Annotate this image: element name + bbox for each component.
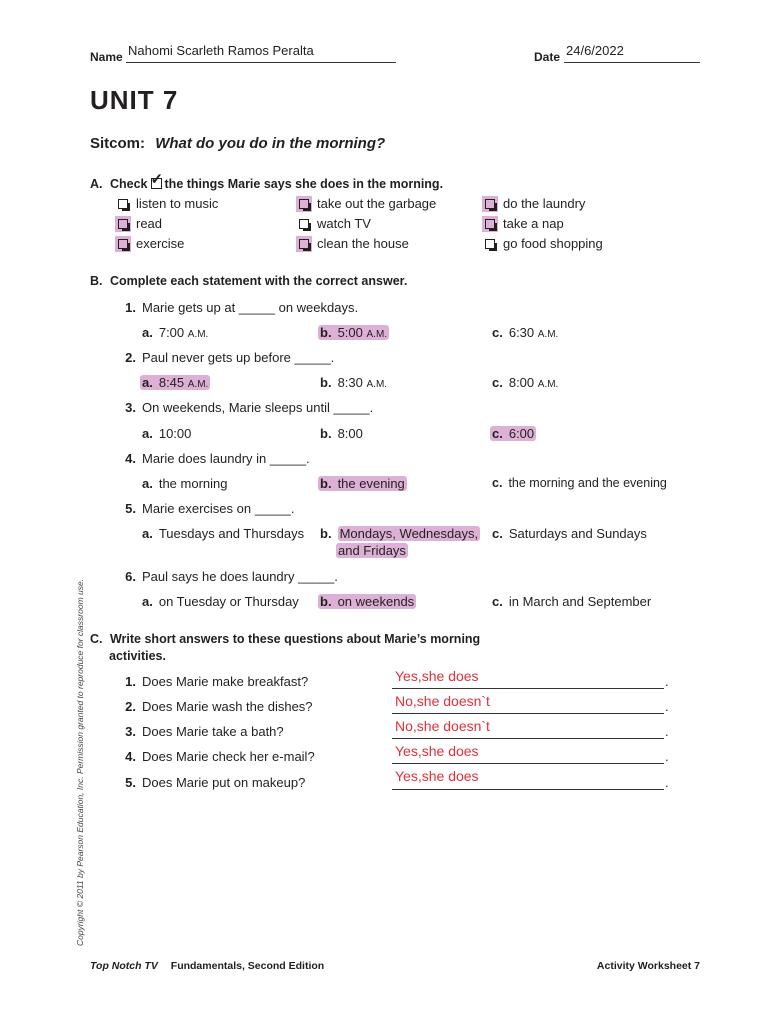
checkbox-item[interactable] — [485, 236, 603, 251]
short-question-1: 1. Does Marie make breakfast? — [125, 674, 309, 689]
footer-series: Top Notch TV — [90, 960, 158, 972]
checkbox-item[interactable] — [299, 236, 409, 251]
answer-1[interactable]: Yes,she does — [395, 668, 479, 684]
short-question-2: 2. Does Marie wash the dishes? — [125, 699, 313, 714]
checkbox-label: watch TV — [317, 216, 371, 231]
name-field[interactable]: Nahomi Scarleth Ramos Peralta — [128, 43, 314, 58]
section-c-instruction-cont: activities. — [109, 649, 166, 663]
unit-title: UNIT 7 — [90, 85, 179, 115]
option-6c[interactable]: c. in March and September — [492, 594, 652, 609]
date-field[interactable]: 24/6/2022 — [566, 43, 624, 58]
answer-2[interactable]: No,she doesn`t — [395, 693, 490, 709]
period: . — [665, 699, 669, 714]
checkbox-icon[interactable] — [485, 239, 495, 249]
section-a-instruction — [90, 177, 443, 191]
question-4: 4. Marie does laundry in _____. — [125, 451, 310, 466]
option-2b[interactable]: b. 8:30 A.M. — [320, 375, 388, 390]
option-5b-continued[interactable]: and Fridays — [338, 543, 406, 558]
option-5a[interactable]: a. Tuesdays and Thursdays — [142, 526, 305, 541]
answer-5[interactable]: Yes,she does — [395, 768, 479, 784]
checkbox-label: take a nap — [503, 216, 564, 231]
checkbox-item[interactable] — [118, 216, 162, 231]
checkbox-label: listen to music — [136, 196, 219, 211]
sitcom-question: What do you do in the morning? — [155, 135, 386, 152]
option-1a[interactable]: a. 7:00 A.M. — [142, 325, 209, 340]
section-a-instruction-text: the things Marie says she does in the morning. — [164, 177, 444, 191]
answer-4[interactable]: Yes,she does — [395, 743, 479, 759]
checkmark-icon — [151, 178, 162, 189]
checkbox-checked-icon[interactable] — [118, 239, 128, 249]
option-6a[interactable]: a. on Tuesday or Thursday — [142, 594, 299, 609]
period: . — [665, 749, 669, 764]
checkbox-item[interactable] — [299, 196, 436, 211]
option-3c-selected[interactable]: c. 6:00 — [492, 426, 535, 441]
question-5: 5. Marie exercises on _____. — [125, 501, 295, 516]
footer-worksheet: Activity Worksheet 7 — [596, 960, 700, 972]
period: . — [665, 775, 669, 790]
footer-edition: Fundamentals, Second Edition — [170, 960, 325, 972]
question-1: 1. Marie gets up at _____ on weekdays. — [125, 300, 359, 315]
question-3: 3. On weekends, Marie sleeps until _____. — [125, 400, 374, 415]
checkbox-label: take out the garbage — [317, 196, 437, 211]
option-4c[interactable]: c. the morning and the evening — [492, 476, 667, 490]
checkbox-checked-icon[interactable] — [485, 219, 495, 229]
checkbox-checked-icon[interactable] — [118, 219, 128, 229]
footer-left — [90, 960, 324, 972]
option-1b-selected[interactable]: b. 5:00 A.M. — [320, 325, 388, 340]
section-b-letter: B. — [90, 274, 103, 288]
short-question-3: 3. Does Marie take a bath? — [125, 724, 284, 739]
option-5b-selected[interactable]: b. Mondays, Wednesdays, — [320, 526, 479, 541]
checkbox-item[interactable] — [118, 236, 184, 251]
section-c-instruction-text: Write short answers to these questions about Marie’s morning — [109, 632, 481, 646]
checkbox-label: go food shopping — [503, 236, 603, 251]
checkbox-checked-icon[interactable] — [299, 239, 309, 249]
checkbox-icon[interactable] — [118, 199, 128, 209]
checkbox-label: clean the house — [317, 236, 409, 251]
option-2c[interactable]: c. 8:00 A.M. — [492, 375, 559, 390]
option-3b[interactable]: b. 8:00 — [320, 426, 363, 441]
sitcom-heading — [90, 135, 385, 152]
name-label: Name — [90, 50, 123, 64]
checkbox-label: exercise — [136, 236, 185, 251]
period: . — [665, 724, 669, 739]
section-c-letter: C. — [90, 632, 103, 646]
option-1c[interactable]: c. 6:30 A.M. — [492, 325, 559, 340]
short-question-5: 5. Does Marie put on makeup? — [125, 775, 306, 790]
option-3a[interactable]: a. 10:00 — [142, 426, 192, 441]
option-6b-selected[interactable]: b. on weekends — [320, 594, 415, 609]
answer-3[interactable]: No,she doesn`t — [395, 718, 490, 734]
option-2a-selected[interactable]: a. 8:45 A.M. — [142, 375, 209, 390]
copyright-notice: Copyright © 2011 by Pearson Education, Inc. Permission granted to reproduce for classroom use. — [75, 578, 85, 946]
checkbox-label: do the laundry — [503, 196, 586, 211]
section-b-instruction-text: Complete each statement with the correct answer. — [109, 274, 408, 288]
short-question-4: 4. Does Marie check her e-mail? — [125, 749, 315, 764]
checkbox-icon[interactable] — [299, 219, 309, 229]
question-2: 2. Paul never gets up before _____. — [125, 350, 335, 365]
checkbox-item[interactable] — [299, 216, 371, 231]
section-b-instruction — [90, 274, 407, 288]
checkbox-item[interactable] — [118, 196, 218, 211]
option-5c[interactable]: c. Saturdays and Sundays — [492, 526, 647, 541]
section-a-check-word: Check — [109, 177, 148, 191]
section-c-instruction — [90, 632, 480, 646]
period: . — [665, 674, 669, 689]
checkbox-checked-icon[interactable] — [299, 199, 309, 209]
date-label: Date — [534, 50, 561, 64]
sitcom-label: Sitcom: — [90, 135, 146, 152]
checkbox-item[interactable] — [485, 196, 585, 211]
option-4a[interactable]: a. the morning — [142, 476, 228, 491]
option-4b-selected[interactable]: b. the evening — [320, 476, 405, 491]
checkbox-item[interactable] — [485, 216, 564, 231]
checkbox-checked-icon[interactable] — [485, 199, 495, 209]
checkbox-label: read — [136, 216, 163, 231]
question-6: 6. Paul says he does laundry _____. — [125, 569, 338, 584]
section-a-letter: A. — [90, 177, 103, 191]
